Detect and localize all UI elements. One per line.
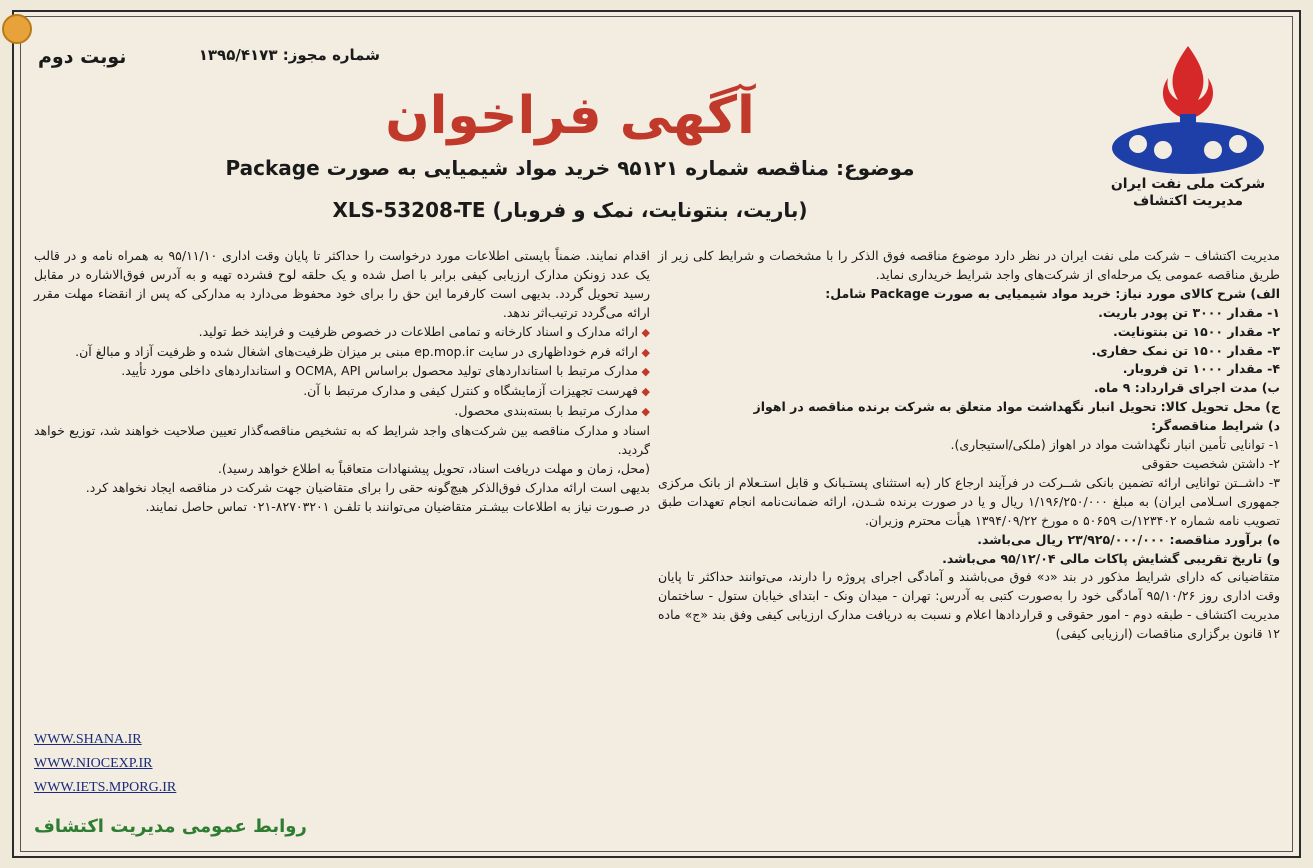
link-shana[interactable]: WWW.SHANA.IR	[34, 732, 142, 747]
subject-line-2: (باریت، بنتونایت، نمک و فروبار) XLS-53208-TE	[332, 198, 808, 222]
section-b: ب) مدت اجرای قرارداد: ۹ ماه.	[1093, 380, 1280, 396]
bullet-item: ◆ ارائه فرم خوداظهاری در سایت ep.mop.ir مبنی بر میزان ظرفیت‌های اشغال شده و ظرفیت آزاد و مبالغ آن.	[34, 343, 650, 363]
condition-1: ۱- توانایی تأمین انبار نگهداشت مواد در اهواز (ملکی/استیجاری).	[950, 437, 1280, 453]
section-c: ج) محل تحویل کالا: تحویل انبار نگهداشت مواد متعلق به شرکت برنده مناقصه در اهواز	[753, 399, 1280, 415]
flame-logo-icon	[1108, 40, 1268, 180]
org-line-1: شرکت ملی نفت ایران	[1110, 176, 1266, 192]
rights-note: بدیهی است ارائه مدارک فوق‌الذکر هیچ‌گونه حقی را برای متقاضیان جهت شرکت در مناقصه ایجاد نخواهد کرد.	[85, 479, 650, 495]
section-e: ه) برآورد مناقصه: ۲۳/۹۲۵/۰۰۰/۰۰۰ ریال می‌باشد.	[977, 531, 1280, 547]
section-a: الف) شرح کالای مورد نیاز: خرید مواد شیمیایی به صورت Package شامل:	[825, 285, 1280, 301]
permit-number: شماره مجوز: ۱۳۹۵/۴۱۷۳	[198, 46, 380, 64]
bullet-item: ◆ مدارک مرتبط با استانداردهای تولید محصول براساس OCMA, API و استانداردهای داخلی مورد تأیید.	[34, 362, 650, 382]
list-item: ۱- مقدار ۳۰۰۰ تن پودر باریت.	[1098, 304, 1280, 320]
intro-paragraph: مدیریت اکتشاف – شرکت ملی نفت ایران در نظر دارد موضوع مناقصه فوق الذکر را با مشخصات و شرایط کلی زیر از طریق مناقصه عمومی یک مرحله‌ای از شرکت‌های واجد شرایط خریداری نماید.	[658, 248, 1280, 282]
schedule-note: (محل، زمان و مهلت دریافت اسناد، تحویل پیشنهادات متعاقباً به اطلاع خواهد رسید).	[217, 460, 650, 476]
closing-paragraph: متقاضیانی که دارای شرایط مذکور در بند «د» فوق می‌باشند و آمادگی اجرای پروژه را دارند، می‌توانند حداکثر تا پایان وقت اداری روز ۹۵/۱۰/۲۶ آمادگی خود را به‌صورت کتبی به آدرس: تهران - میدان ونک - ابتدای خیابان ستول - ساختمان مدیریت اکتشاف - طبقه دوم - امور حقوقی و قراردادها اعلام و نسبت به دریافت مدارک ارزیابی کیفی وفق بند «ج» ماده ۱۲ قانون برگزاری مناقصات (ارزیابی کیفی)	[658, 569, 1280, 642]
right-column	[658, 247, 1280, 644]
left-intro: اقدام نمایند. ضمناً بایستی اطلاعات مورد درخواست را حداکثر تا پایان وقت اداری ۹۵/۱۱/۱۰ به همراه نامه و در قالب یک عدد زونکن مدارک ارزیابی کیفی برابر با اصل شده و یک حلقه لوح فشرده تهیه و به آدرس فوق‌الاشاره در مقابل رسید تحویل گردد. بدیهی است کارفرما این حق را برای خود محفوظ می‌دارد به مدارکی که پس از انقضاء مهلت مقرر ارائه می‌گردد ترتیب‌اثر ندهد.	[34, 248, 651, 320]
bullet-item: ◆ ارائه مدارک و اسناد کارخانه و تمامی اطلاعات در خصوص ظرفیت و فرایند خط تولید.	[34, 323, 650, 343]
website-links	[34, 728, 294, 800]
condition-2: ۲- داشتن شخصیت حقوقی	[1141, 455, 1280, 471]
org-name	[1100, 176, 1276, 210]
subject-line-1: موضوع: مناقصه شماره ۹۵۱۲۱ خرید مواد شیمیایی به صورت Package	[225, 156, 915, 180]
list-item: ۲- مقدار ۱۵۰۰ تن بنتونایت.	[1113, 323, 1280, 339]
paper-clip-icon	[2, 14, 32, 44]
link-niocexp[interactable]: WWW.NIOCEXP.IR	[34, 756, 153, 771]
link-iets[interactable]: WWW.IETS.MPORG.IR	[34, 780, 177, 795]
public-relations-signature: روابط عمومی مدیریت اکتشاف	[34, 816, 307, 837]
list-item: ۴- مقدار ۱۰۰۰ تن فروبار.	[1122, 361, 1280, 377]
left-column	[34, 247, 650, 517]
list-item: ۳- مقدار ۱۵۰۰ تن نمک حفاری.	[1091, 342, 1280, 358]
section-f: و) تاریخ تقریبی گشایش پاکات مالی ۹۵/۱۲/۰۴ می‌باشد.	[942, 550, 1280, 566]
org-line-2: مدیریت اکتشاف	[1132, 193, 1244, 209]
bullet-item: ◆ مدارک مرتبط با بسته‌بندی محصول.	[34, 402, 650, 422]
contact-note: در صـورت نیاز به اطلاعات بیشـتر متقاضیان می‌توانند با تلفـن ۸۲۷۰۳۲۰۱-۰۲۱ تماس حاصل نمایند.	[145, 498, 650, 514]
distribution-note: اسناد و مدارک مناقصه بین شرکت‌های واجد شرایط که به تشخیص مناقصه‌گذار تعیین صلاحیت خواهند شد، توزیع خواهد گردید.	[34, 423, 650, 458]
bullet-item: ◆ فهرست تجهیزات آزمایشگاه و کنترل کیفی و مدارک مرتبط با آن.	[34, 382, 650, 402]
section-d: د) شرایط مناقصه‌گر:	[1151, 418, 1280, 434]
publication-round: نوبت دوم	[38, 46, 127, 68]
condition-3: ۳- داشــتن توانایی ارائه تضمین بانکی شــرکت در فرآیند ارجاع کار (به استثنای پستـبانک و قابل استـعلام از بانک مرکزی جمهوری اسـلامی ایران) به مبلغ ۱/۱۹۶/۲۵۰/۰۰۰ ریال و یا در صورت برنده شـدن، ارائه ضمانت‌نامه انجام تعهدات طبق تصویب نامه شماره ۱۲۳۴۰۲/ت ۵۰۶۵۹ ه مورخ ۱۳۹۴/۰۹/۲۲ هیأت محترم وزیران.	[658, 474, 1280, 528]
page-title: آگهی فراخوان	[385, 86, 755, 146]
